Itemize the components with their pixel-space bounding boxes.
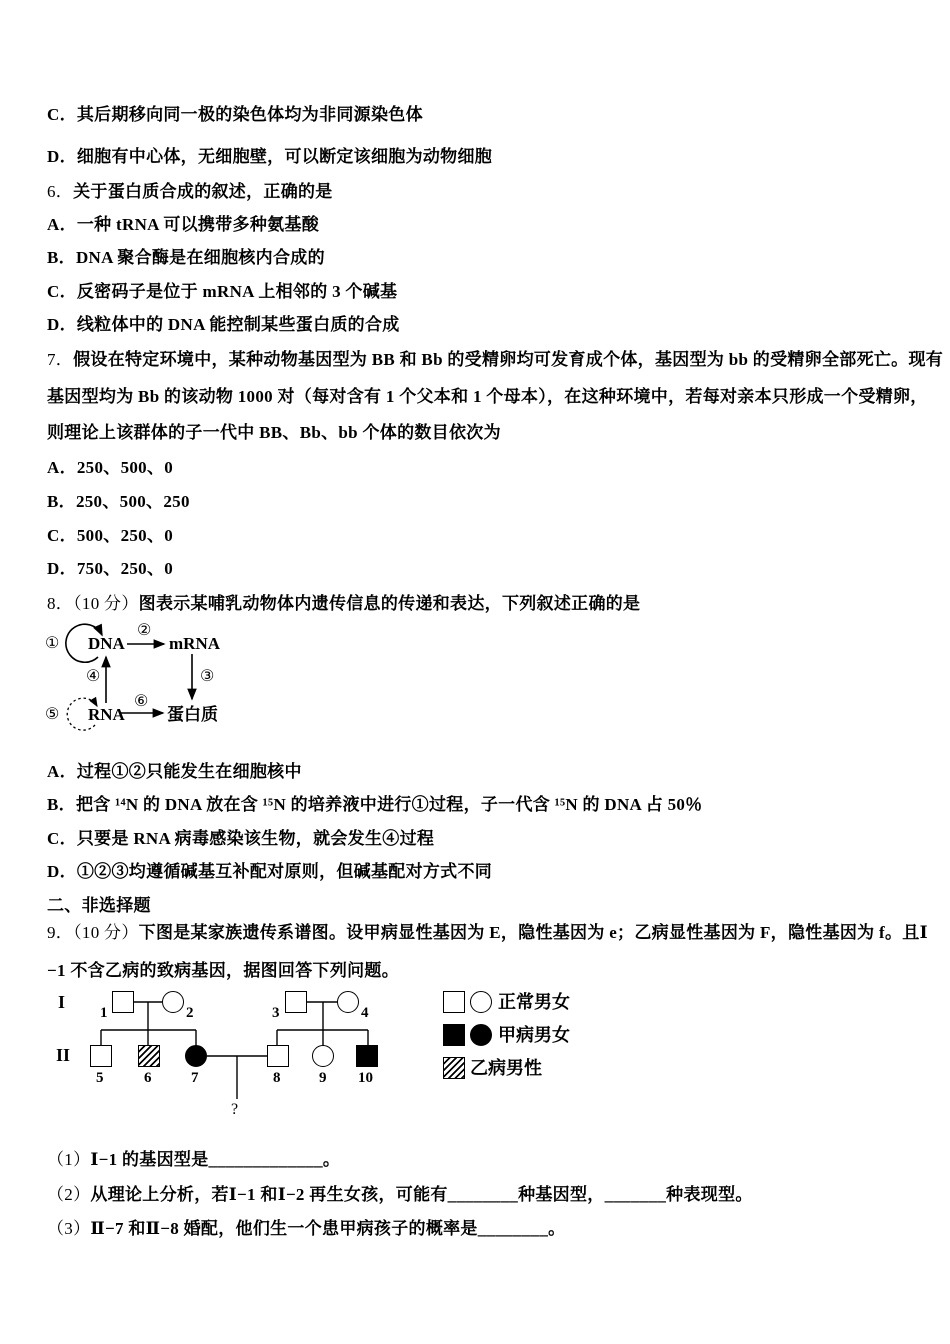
legend-normal-male-symbol <box>443 991 465 1013</box>
pedigree-ii9-normal-female-symbol <box>312 1045 334 1067</box>
step-4-label: ④ <box>86 668 101 685</box>
step-5-label: ⑤ <box>45 706 60 723</box>
q6-option-a <box>47 213 319 237</box>
q9-stem-line1 <box>47 921 928 945</box>
pedigree-i4-normal-female-symbol <box>337 991 359 1013</box>
step-3-label: ③ <box>200 668 215 685</box>
rna-label: RNA <box>88 705 125 724</box>
legend-disease-b-male-symbol <box>443 1057 465 1079</box>
q7-stem-line3-text: 则理论上该群体的子一代中 BB、Bb、bb 个体的数目依次为 <box>47 423 501 442</box>
q5-option-d-text: D．细胞有中心体，无细胞壁，可以断定该细胞为动物细胞 <box>47 147 493 166</box>
legend-disease-b-label: 乙病男性 <box>470 1058 542 1078</box>
q8-option-b-text: B．把含 ¹⁴N 的 DNA 放在含 ¹⁵N 的培养液中进行①过程，子一代含 ¹⁵N 的 DNA 占 50％ <box>47 795 703 814</box>
pedigree-ii6-disease-b-male-symbol <box>138 1045 160 1067</box>
q8-stem-text: 图表示某哺乳动物体内遗传信息的传递和表达，下列叙述正确的是 <box>138 594 641 613</box>
q7-option-c <box>47 524 173 548</box>
q9-subquestion-3 <box>47 1217 565 1241</box>
pedigree-number-8: 8 <box>273 1070 281 1086</box>
q9-stem-line2 <box>47 959 399 983</box>
pedigree-number-10: 10 <box>358 1070 373 1086</box>
mrna-label: mRNA <box>169 634 220 653</box>
q7-option-c-text: C．500、250、0 <box>47 526 174 545</box>
q6-option-a-text: A．一种 tRNA 可以携带多种氨基酸 <box>47 215 320 234</box>
q7-stem-line2 <box>47 385 928 409</box>
protein-label: 蛋白质 <box>167 705 218 724</box>
q7-stem-line1-text: 假设在特定环境中，某种动物基因型为 BB 和 Bb 的受精卵均可发育成个体，基因型为 bb 的受精卵全部死亡。现有 <box>73 350 944 369</box>
pedigree-i2-normal-female-symbol <box>162 991 184 1013</box>
q7-stem-line3 <box>47 421 501 445</box>
q8-number: 8．（10 分） <box>47 594 139 613</box>
legend-normal-female-symbol <box>470 991 492 1013</box>
pedigree-number-4: 4 <box>361 1005 369 1021</box>
section2-title <box>47 894 151 918</box>
step-6-label: ⑥ <box>134 693 149 710</box>
q7-option-b <box>47 490 190 514</box>
pedigree-ii10-disease-a-male-symbol <box>356 1045 378 1067</box>
q7-option-a <box>47 456 173 480</box>
pedigree-i3-normal-male-symbol <box>285 991 307 1013</box>
q8-option-a <box>47 760 302 784</box>
generation-2-label: II <box>56 1045 71 1065</box>
q7-option-d-text: D．750、250、0 <box>47 559 174 578</box>
q9-pedigree-chart <box>55 985 635 1140</box>
q5-option-c-text: C．其后期移向同一极的染色体均为非同源染色体 <box>47 105 423 124</box>
pedigree-ii8-normal-male-symbol <box>267 1045 289 1067</box>
legend-normal-label: 正常男女 <box>498 992 570 1012</box>
legend-disease-a-female-symbol <box>470 1024 492 1046</box>
q7-option-a-text: A．250、500、0 <box>47 458 174 477</box>
q6-option-c-text: C．反密码子是位于 mRNA 上相邻的 3 个碱基 <box>47 282 398 301</box>
pedigree-number-3: 3 <box>272 1005 280 1021</box>
q7-number: 7． <box>47 350 74 369</box>
q8-option-c <box>47 827 434 851</box>
q6-option-d <box>47 313 400 337</box>
q6-option-d-text: D．线粒体中的 DNA 能控制某些蛋白质的合成 <box>47 315 400 334</box>
pedigree-number-6: 6 <box>144 1070 152 1086</box>
q8-option-d-text: D．①②③均遵循碱基互补配对原则，但碱基配对方式不同 <box>47 862 493 881</box>
step-1-label: ① <box>45 635 60 652</box>
generation-1-label: I <box>58 992 66 1012</box>
q5-option-c <box>47 103 423 127</box>
q8-option-a-text: A．过程①②只能发生在细胞核中 <box>47 762 302 781</box>
step-2-label: ② <box>137 622 152 639</box>
legend-disease-a-label: 甲病男女 <box>498 1025 570 1045</box>
q6-stem-text: 关于蛋白质合成的叙述，正确的是 <box>73 182 333 201</box>
dna-label: DNA <box>88 634 125 653</box>
q9-sub3-number: （3） <box>47 1219 91 1238</box>
q6-option-b-text: B．DNA 聚合酶是在细胞核内合成的 <box>47 248 325 267</box>
q8-option-b <box>47 793 702 817</box>
q9-sub1-number: （1） <box>47 1150 91 1169</box>
q6-number: 6． <box>47 182 74 201</box>
q9-stem-line2-text: −1 不含乙病的致病基因，据图回答下列问题。 <box>47 961 400 980</box>
pedigree-number-5: 5 <box>96 1070 104 1086</box>
q6-option-b <box>47 246 325 270</box>
q5-option-d <box>47 145 492 169</box>
q9-sub3-text: Ⅱ−7 和Ⅱ−8 婚配，他们生一个患甲病孩子的概率是________。 <box>90 1219 566 1238</box>
pedigree-number-7: 7 <box>191 1070 199 1086</box>
q8-option-d <box>47 860 492 884</box>
q7-stem-line2-text: 基因型均为 Bb 的该动物 1000 对（每对含有 1 个父本和 1 个母本），在这种环境中，若每对亲本只形成一个受精卵， <box>47 387 928 406</box>
pedigree-number-2: 2 <box>186 1005 194 1021</box>
q9-subquestion-2 <box>47 1183 753 1207</box>
q8-central-dogma-diagram <box>45 620 295 748</box>
q9-sub2-number: （2） <box>47 1185 91 1204</box>
q6-stem <box>47 180 333 204</box>
q9-number: 9．（10 分） <box>47 923 139 942</box>
pedigree-i1-normal-male-symbol <box>112 991 134 1013</box>
q9-stem-line1-text: 下图是某家族遗传系谱图。设甲病显性基因为 E，隐性基因为 e；乙病显性基因为 F，隐性基因为 f。且Ⅰ <box>138 923 928 942</box>
q6-option-c <box>47 280 397 304</box>
q8-stem <box>47 592 640 616</box>
q8-option-c-text: C．只要是 RNA 病毒感染该生物，就会发生④过程 <box>47 829 435 848</box>
q7-option-b-text: B．250、500、250 <box>47 492 190 511</box>
q9-sub2-text: 从理论上分析，若Ⅰ−1 和Ⅰ−2 再生女孩，可能有________种基因型，_______种表现型。 <box>90 1185 753 1204</box>
q9-sub1-text: Ⅰ−1 的基因型是_____________。 <box>90 1150 341 1169</box>
q7-stem-line1 <box>47 348 943 372</box>
q9-subquestion-1 <box>47 1148 340 1172</box>
pedigree-ii5-normal-male-symbol <box>90 1045 112 1067</box>
pedigree-number-1: 1 <box>100 1005 108 1021</box>
legend-disease-a-male-symbol <box>443 1024 465 1046</box>
pedigree-ii7-disease-a-female-symbol <box>185 1045 207 1067</box>
pedigree-unknown-child-mark: ? <box>231 1101 239 1118</box>
pedigree-number-9: 9 <box>319 1070 327 1086</box>
q7-option-d <box>47 557 173 581</box>
section2-title-text: 二、非选择题 <box>47 896 151 915</box>
